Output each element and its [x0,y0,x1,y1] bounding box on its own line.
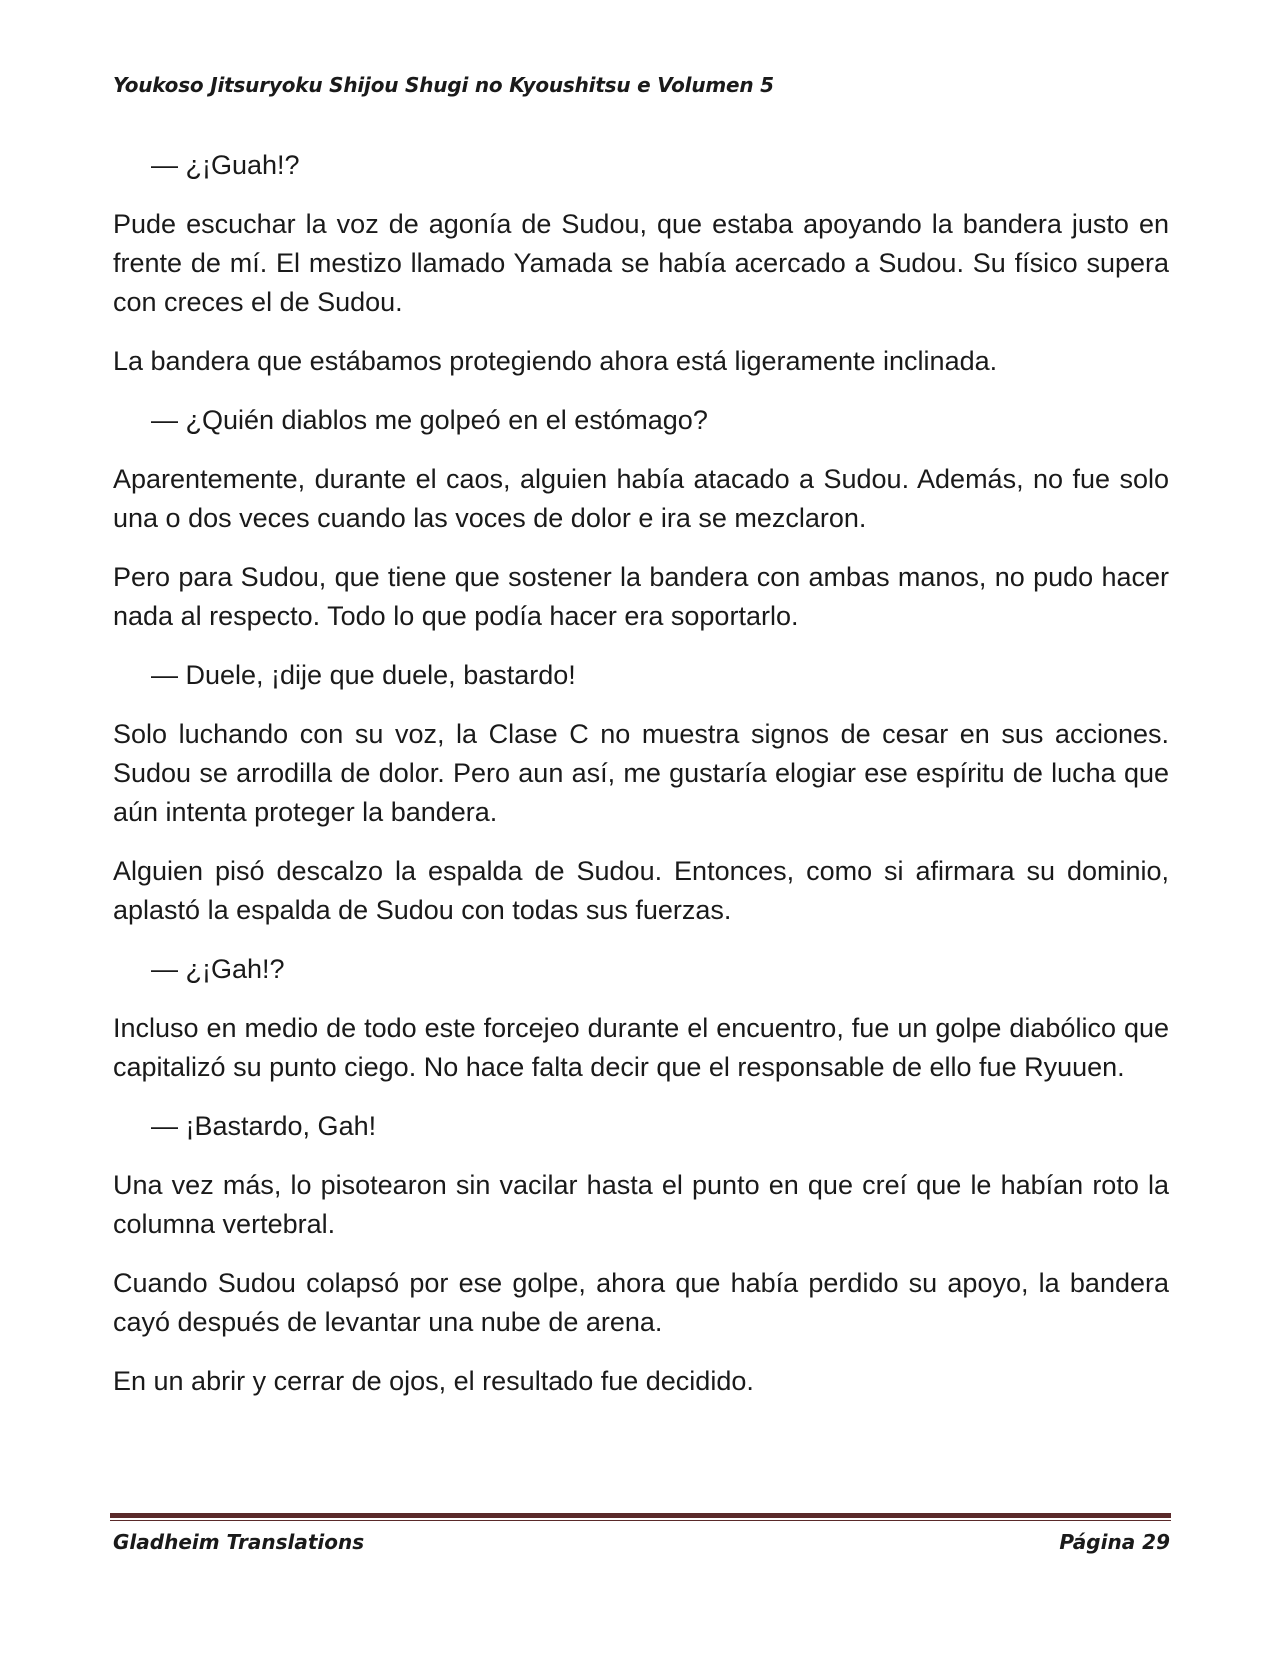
paragraph: La bandera que estábamos protegiendo ahora está ligeramente inclinada. [113,346,998,376]
dialog-line: — Duele, ¡dije que duele, bastardo! [151,660,576,690]
paragraph: Solo luchando con su voz, la Clase C no muestra signos de cesar en sus acciones. Sudou se arrodilla de dolor. Pero aun así, me gustaría elogiar ese espíritu de lucha que aún intenta proteger la bandera. [113,719,1169,827]
paragraph: Pero para Sudou, que tiene que sostener la bandera con ambas manos, no pudo hacer nada al respecto. Todo lo que podía hacer era soportarlo. [113,562,1169,631]
document-body [113,146,1169,1421]
paragraph: En un abrir y cerrar de ojos, el resultado fue decidido. [113,1366,754,1396]
page-header: Youkoso Jitsuryoku Shijou Shugi no Kyoushitsu e Volumen 5 [113,73,774,97]
dialog-line: — ¿¡Gah!? [151,954,285,984]
footer-divider-thick [110,1513,1171,1518]
paragraph: Una vez más, lo pisotearon sin vacilar hasta el punto en que creí que le habían roto la columna vertebral. [113,1170,1169,1239]
paragraph: Incluso en medio de todo este forcejeo durante el encuentro, fue un golpe diabólico que capitalizó su punto ciego. No hace falta decir que el responsable de ello fue Ryuuen. [113,1013,1169,1082]
dialog-line: — ¿Quién diablos me golpeó en el estómago? [151,405,708,435]
footer-publisher: Gladheim Translations [113,1530,365,1554]
footer-divider-thin [110,1520,1171,1521]
paragraph: Alguien pisó descalzo la espalda de Sudou. Entonces, como si afirmara su dominio, aplastó la espalda de Sudou con todas sus fuerzas. [113,856,1169,925]
page-number: Página 29 [1059,1530,1170,1554]
paragraph: Pude escuchar la voz de agonía de Sudou, que estaba apoyando la bandera justo en frente de mí. El mestizo llamado Yamada se había acercado a Sudou. Su físico supera con creces el de Sudou. [113,209,1169,317]
paragraph: Cuando Sudou colapsó por ese golpe, ahora que había perdido su apoyo, la bandera cayó después de levantar una nube de arena. [113,1268,1169,1337]
dialog-line: — ¡Bastardo, Gah! [151,1111,377,1141]
dialog-line: — ¿¡Guah!? [151,150,300,180]
paragraph: Aparentemente, durante el caos, alguien había atacado a Sudou. Además, no fue solo una o dos veces cuando las voces de dolor e ira se mezclaron. [113,464,1169,533]
footer-divider [110,1513,1171,1522]
